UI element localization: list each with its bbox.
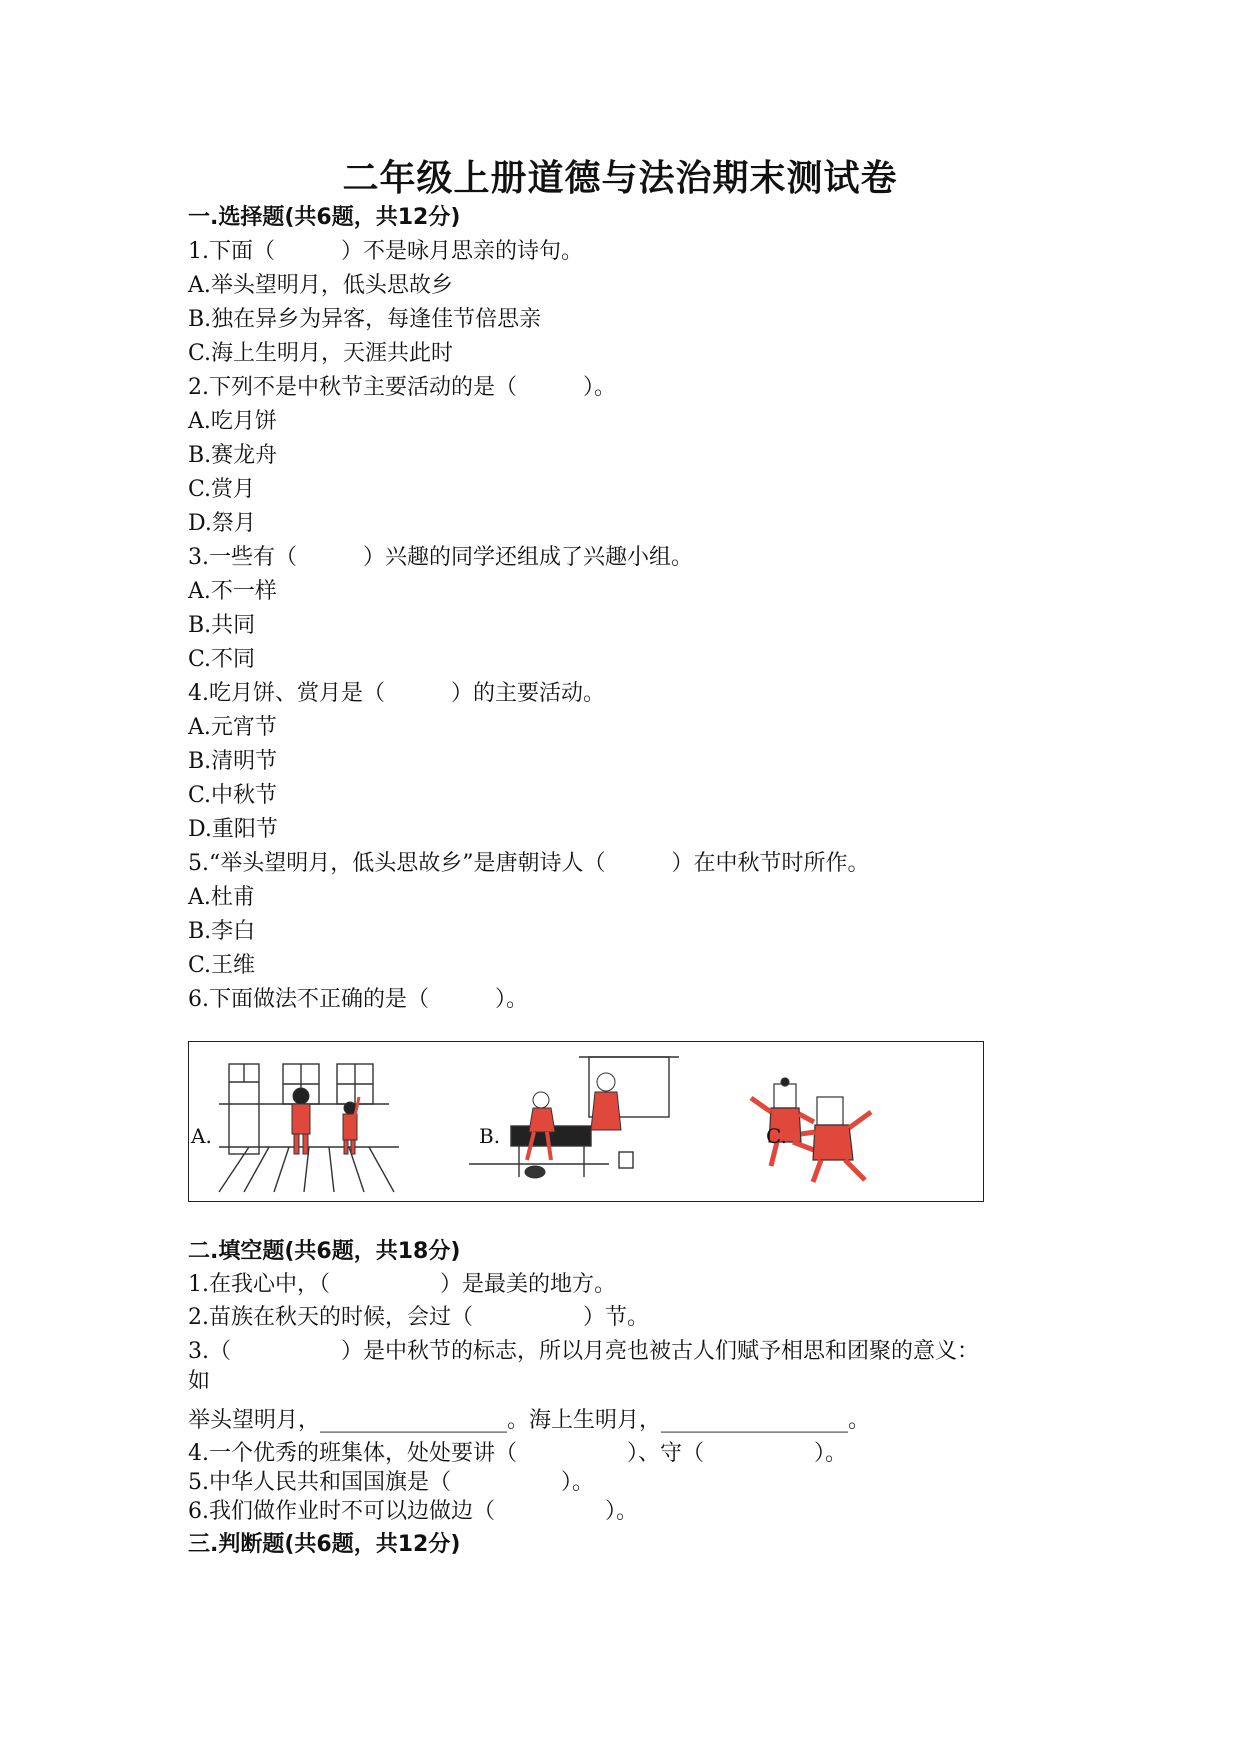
option-line: C.海上生明月，天涯共此时 bbox=[188, 341, 454, 366]
option-line: C.王维 bbox=[188, 953, 256, 978]
option-line: B.独在异乡为异客，每逢佳节倍思亲 bbox=[188, 307, 542, 332]
question-line: 5.“举头望明月，低头思故乡”是唐朝诗人（ ）在中秋节时所作。 bbox=[188, 851, 870, 876]
question-line-continued: 如 bbox=[188, 1369, 211, 1394]
section-heading-fill: 二.填空题(共6题，共18分) bbox=[188, 1239, 461, 1264]
option-b-illustration bbox=[469, 1057, 679, 1177]
question-line: 4.吃月饼、赏月是（ ）的主要活动。 bbox=[188, 681, 605, 706]
question-line: 5.中华人民共和国国旗是（ ）。 bbox=[188, 1470, 594, 1495]
option-line: B.赛龙舟 bbox=[188, 443, 278, 468]
figure-option-c-label: C. bbox=[766, 1124, 787, 1148]
figure-option-a-label: A. bbox=[191, 1124, 212, 1148]
section-heading-choice: 一.选择题(共6题，共12分) bbox=[188, 205, 461, 230]
figure-option-b-label: B. bbox=[479, 1124, 501, 1148]
question-line: 2.下列不是中秋节主要活动的是（ ）。 bbox=[188, 375, 616, 400]
page-title: 二年级上册道德与法治期末测试卷 bbox=[342, 158, 898, 199]
option-line: A.举头望明月，低头思故乡 bbox=[188, 273, 453, 298]
option-line: C.不同 bbox=[188, 647, 256, 672]
option-line: B.清明节 bbox=[188, 749, 278, 774]
option-line: B.共同 bbox=[188, 613, 256, 638]
option-line: C.中秋节 bbox=[188, 783, 278, 808]
section-heading-judge: 三.判断题(共6题，共12分) bbox=[188, 1532, 461, 1557]
option-line: A.不一样 bbox=[188, 579, 277, 604]
option-line: B.李白 bbox=[188, 919, 256, 944]
option-line: C.赏月 bbox=[188, 477, 256, 502]
option-line: D.重阳节 bbox=[188, 817, 278, 842]
figure-illustration bbox=[189, 1042, 985, 1203]
question-line: 6.下面做法不正确的是（ ）。 bbox=[188, 987, 528, 1012]
option-line: A.元宵节 bbox=[188, 715, 277, 740]
question-line-blanks: 举头望明月，_________________。海上生明月，_________________。 bbox=[188, 1408, 871, 1433]
option-line: A.杜甫 bbox=[188, 885, 255, 910]
option-line: D.祭月 bbox=[188, 511, 256, 536]
question-line: 3.一些有（ ）兴趣的同学还组成了兴趣小组。 bbox=[188, 545, 693, 570]
question-line: 6.我们做作业时不可以边做边（ ）。 bbox=[188, 1499, 638, 1524]
question-6-figure bbox=[188, 1041, 984, 1202]
question-line: 1.在我心中，（ ）是最美的地方。 bbox=[188, 1272, 616, 1297]
option-a-kids bbox=[292, 1088, 359, 1154]
question-line: 3.（ ）是中秋节的标志，所以月亮也被古人们赋予相思和团聚的意义： bbox=[188, 1339, 979, 1364]
question-line: 2.苗族在秋天的时候，会过（ ）节。 bbox=[188, 1305, 649, 1330]
question-line: 1.下面（ ）不是咏月思亲的诗句。 bbox=[188, 239, 583, 264]
question-line: 4.一个优秀的班集体，处处要讲（ ）、守（ ）。 bbox=[188, 1441, 847, 1466]
option-line: A.吃月饼 bbox=[188, 409, 277, 434]
